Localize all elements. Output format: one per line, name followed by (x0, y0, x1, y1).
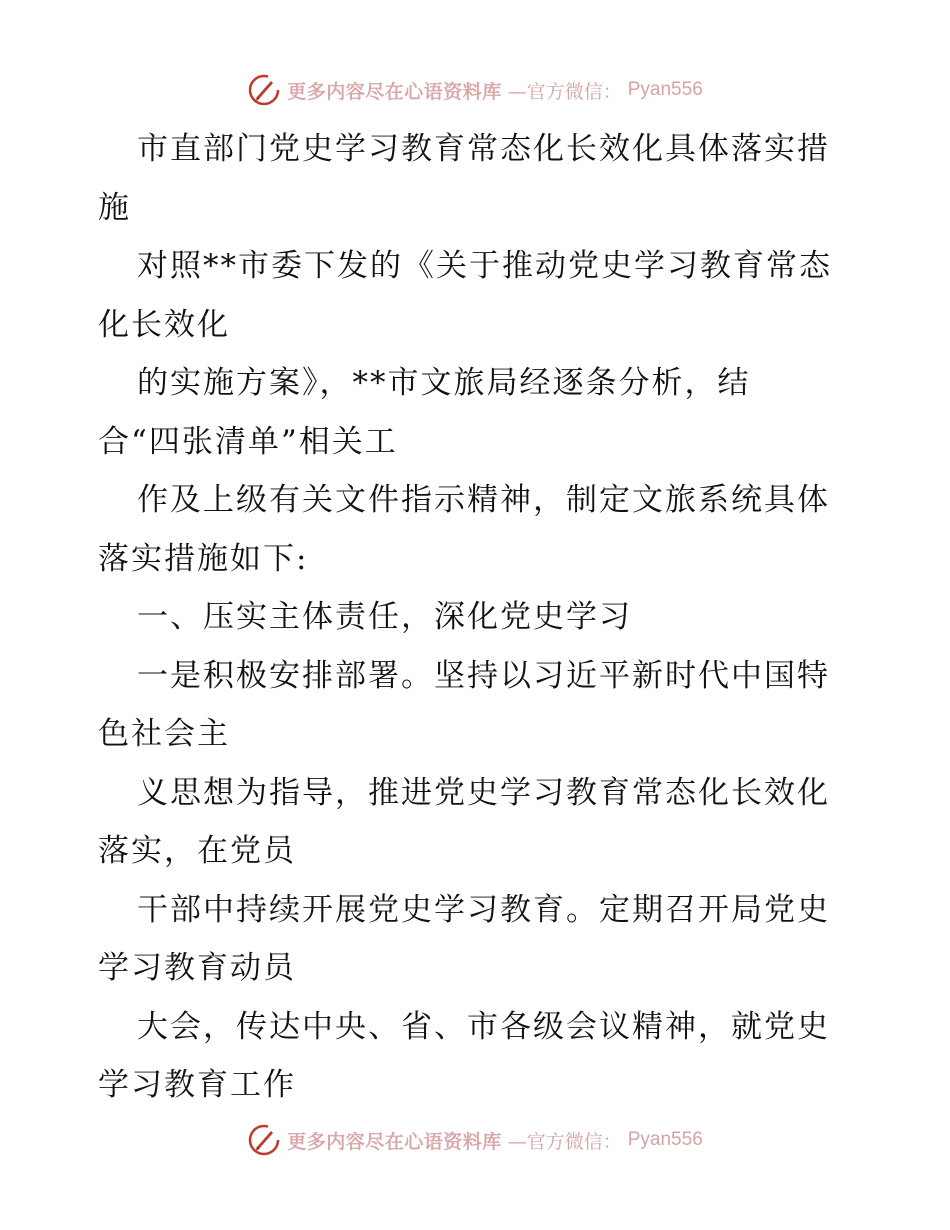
text-line: 化长效化 (98, 306, 230, 343)
text-line: 大会，传达中央、省、市各级会议精神，就党史 (137, 1008, 830, 1045)
banner-wechat-id: Pyan556 (627, 1129, 703, 1150)
header-banner (0, 70, 950, 110)
text-line: 市直部门党史学习教育常态化长效化具体落实措 (137, 131, 830, 167)
text-line: 义思想为指导，推进党史学习教育常态化长效化 (137, 774, 830, 811)
text-line: 干部中持续开展党史学习教育。定期召开局党史 (137, 891, 830, 928)
text-line: 一是积极安排部署。坚持以习近平新时代中国特 (137, 657, 830, 694)
banner-wechat-id: Pyan556 (627, 79, 703, 100)
text-line: 学习教育工作 (98, 1067, 296, 1103)
banner-subtitle: —官方微信： (507, 80, 622, 103)
footer-banner (0, 1120, 950, 1160)
text-line: 的实施方案》，**市文旅局经逐条分析，结 (137, 365, 751, 401)
banner-title: 更多内容尽在心语资料库 (287, 1130, 502, 1153)
banner-subtitle: —官方微信： (507, 1130, 622, 1153)
banner-title: 更多内容尽在心语资料库 (287, 80, 502, 103)
document-body (98, 120, 858, 1115)
text-line: 对照**市委下发的《关于推动党史学习教育常态 (137, 248, 832, 284)
text-line: 落实措施如下: (98, 540, 309, 577)
text-line: 合“四张清单”相关工 (98, 423, 398, 460)
text-line: 落实，在党员 (98, 833, 296, 869)
text-line: 作及上级有关文件指示精神，制定文旅系统具体 (137, 482, 830, 518)
text-line: 施 (98, 189, 131, 226)
quill-logo-icon (247, 1123, 281, 1157)
quill-logo-icon (247, 73, 281, 107)
text-line: 一、压实主体责任，深化党史学习 (137, 599, 632, 635)
text-line: 色社会主 (98, 716, 230, 752)
text-line: 学习教育动员 (98, 950, 296, 986)
